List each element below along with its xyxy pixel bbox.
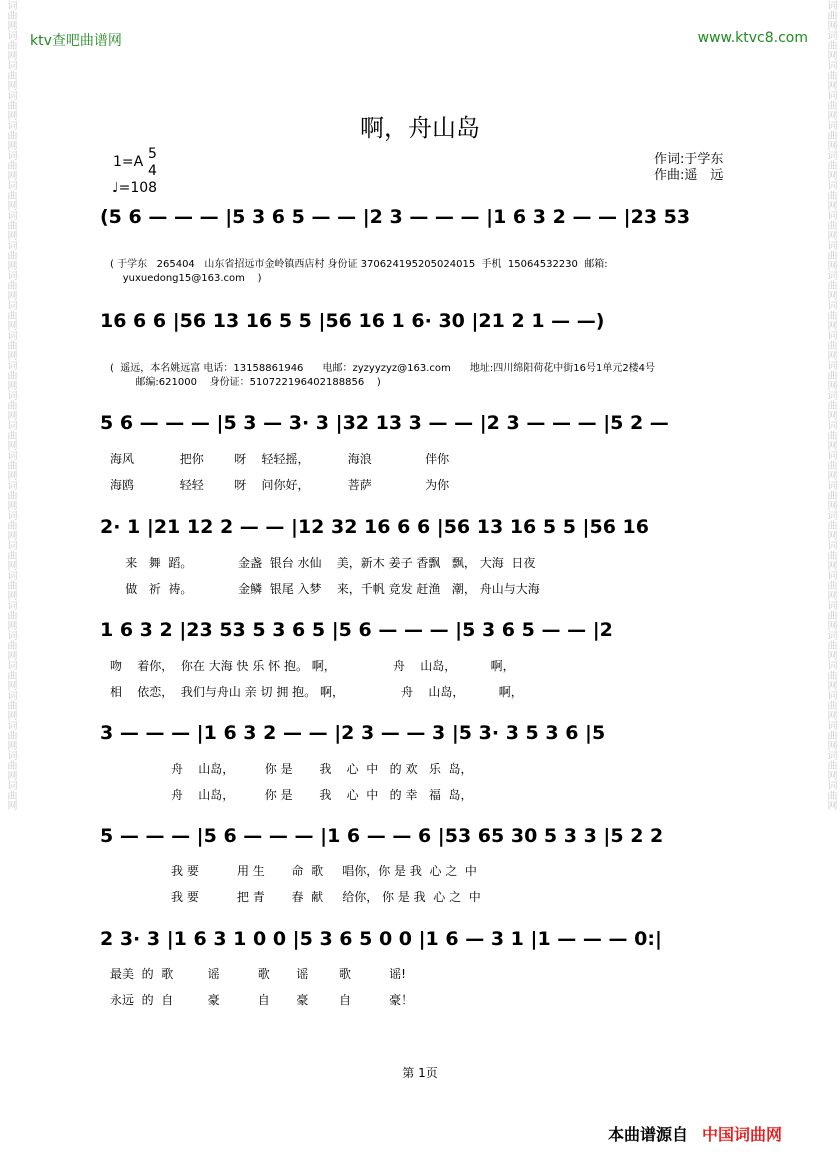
site-name-left[interactable]: ktv查吧曲谱网 bbox=[30, 33, 122, 49]
staff-line-5: 1 6 3 2 |23 53 5 3 6 5 |5 6 — — — |5 3 6 5 — — |2 bbox=[100, 619, 613, 641]
lyric-line-4a: 来 舞 蹈。 金盏 银台 水仙 美，新木 姜子 香飘 飘， 大海 日夜 bbox=[110, 556, 536, 570]
watermark-right: 词曲网词曲网词曲网词曲网词曲网词曲网词曲网词曲网词曲网词曲网词曲网词曲网词曲网词曲网词曲网词曲网词曲网词曲网词曲网词曲网词曲网词曲网词曲网词曲网词曲网词曲网词曲网 bbox=[825, 0, 836, 810]
lyric-line-3b: 海鸥 轻轻 呀 问你好， 菩萨 为你 bbox=[110, 478, 450, 492]
tempo-marking: ♩=108 bbox=[112, 180, 158, 196]
credits bbox=[654, 152, 723, 184]
staff-line-7: 5 — — — |5 6 — — — |1 6 — — 6 |53 65 30 5 3 3 |5 2 2 bbox=[100, 825, 664, 847]
source-site-link[interactable]: 中国词曲网 bbox=[702, 1125, 783, 1144]
lyricist: 作词:于学东 bbox=[654, 152, 724, 167]
song-title: 啊，舟山岛 bbox=[360, 114, 480, 142]
source-credit bbox=[608, 1122, 782, 1145]
staff-line-8: 2 3· 3 |1 6 3 1 0 0 |5 3 6 5 0 0 |1 6 — 3 1 |1 — — — 0:| bbox=[100, 928, 662, 950]
lyricist-contact-note: ( 于学东 265404 山东省招远市金岭镇西店村 身份证 370624195205024015 手机 15064532230 邮箱: yuxuedong15@163.com ) bbox=[110, 259, 608, 284]
staff-line-4: 2· 1 |21 12 2 — — |12 32 16 6 6 |56 13 16 5 5 |56 16 bbox=[100, 516, 649, 538]
lyric-line-8a: 最美 的 歌 谣 歌 谣 歌 谣! bbox=[110, 967, 406, 981]
staff-line-2: 16 6 6 |56 13 16 5 5 |56 16 1 6· 30 |21 2 1 — —) bbox=[100, 310, 605, 332]
meter-bottom: 4 bbox=[148, 163, 157, 179]
page-number: 第 1页 bbox=[402, 1066, 438, 1080]
lyric-line-7a: 我 要 用 生 命 歌 唱你，你 是 我 心 之 中 bbox=[110, 864, 477, 878]
staff-line-6: 3 — — — |1 6 3 2 — — |2 3 — — 3 |5 3· 3 5 3 6 |5 bbox=[100, 722, 606, 744]
composer-contact-note: ( 遥远，本名姚远富 电话：13158861946 电邮：zyzyyzyz@163.com 地址:四川绵阳荷花中街16号1单元2楼4号 邮编:621000 身份证：510722196402188856 ) bbox=[110, 363, 656, 388]
watermark-left: 词曲网词曲网词曲网词曲网词曲网词曲网词曲网词曲网词曲网词曲网词曲网词曲网词曲网词曲网词曲网词曲网词曲网词曲网词曲网词曲网词曲网词曲网词曲网词曲网词曲网词曲网词曲网 bbox=[5, 0, 16, 810]
lyric-line-5a: 吻 着你， 你在 大海 快 乐 怀 抱。 啊， 舟 山岛， 啊， bbox=[110, 659, 515, 673]
lyric-line-6b: 舟 山岛， 你 是 我 心 中 的 幸 福 岛， bbox=[110, 788, 473, 802]
lyric-line-8b: 永远 的 自 豪 自 豪 自 豪！ bbox=[110, 993, 414, 1007]
staff-line-1: (5 6 — — — |5 3 6 5 — — |2 3 — — — |1 6 3 2 — — |23 53 bbox=[100, 206, 691, 228]
key-signature: 1=A bbox=[113, 154, 144, 170]
lyric-line-6a: 舟 山岛， 你 是 我 心 中 的 欢 乐 岛， bbox=[110, 762, 473, 776]
time-signature bbox=[148, 146, 157, 180]
lyric-line-5b: 相 依恋， 我们与舟山 亲 切 拥 抱。 啊， 舟 山岛， 啊， bbox=[110, 685, 523, 699]
site-url-right[interactable]: www.ktvc8.com bbox=[697, 30, 808, 46]
lyric-line-3a: 海风 把你 呀 轻轻摇， 海浪 伴你 bbox=[110, 452, 450, 466]
lyric-line-4b: 做 祈 祷。 金鳞 银尾 入梦 来，千帆 竞发 赶渔 潮， 舟山与大海 bbox=[110, 582, 540, 596]
composer: 作曲:遥 远 bbox=[654, 168, 724, 183]
source-label: 本曲谱源自 bbox=[608, 1125, 689, 1144]
staff-line-3: 5 6 — — — |5 3 — 3· 3 |32 13 3 — — |2 3 — — — |5 2 — bbox=[100, 412, 669, 434]
meter-top: 5 bbox=[148, 146, 157, 162]
lyric-line-7b: 我 要 把 青 春 献 给你， 你 是 我 心 之 中 bbox=[110, 890, 481, 904]
